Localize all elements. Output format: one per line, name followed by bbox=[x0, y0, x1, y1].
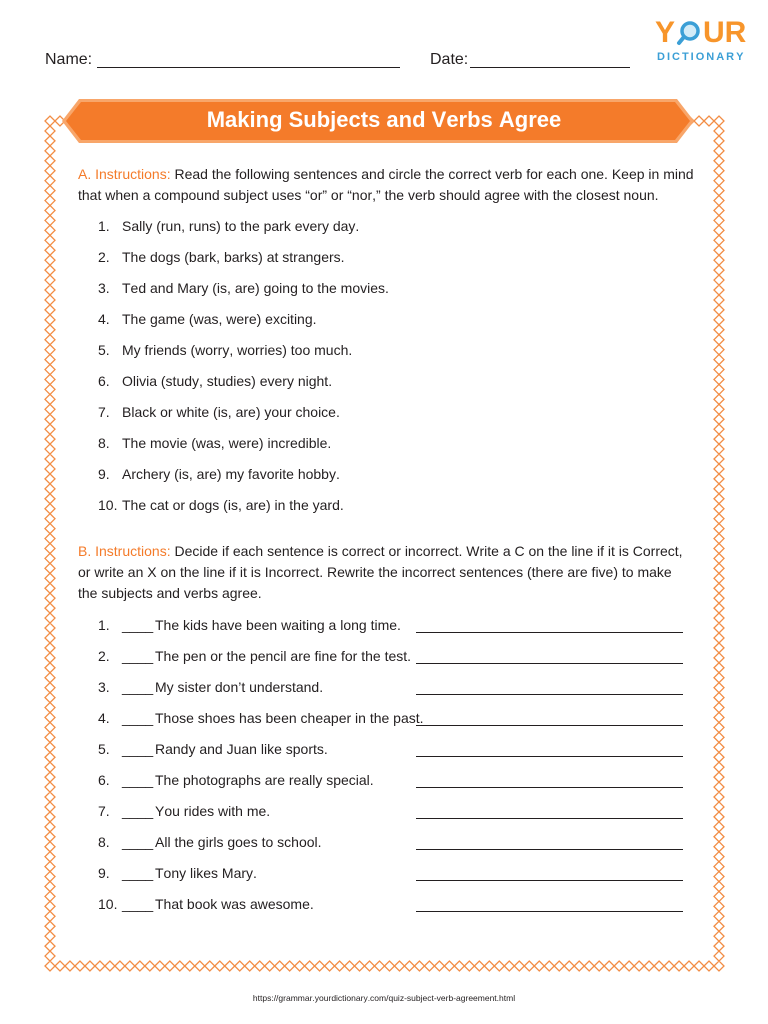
rewrite-line bbox=[416, 818, 683, 819]
item-sentence: That book was awesome. bbox=[155, 896, 314, 912]
answer-blank: ____ bbox=[122, 896, 154, 912]
list-item bbox=[98, 703, 424, 734]
item-text: Sally (run, runs) to the park every day. bbox=[122, 218, 360, 234]
list-item bbox=[98, 366, 389, 397]
date-line bbox=[470, 67, 630, 68]
logo-letters-left: Y bbox=[655, 16, 676, 49]
section-a-instructions bbox=[78, 164, 708, 206]
section-a-text: Read the following sentences and circle the correct verb for each one. Keep in mind that when a compound subject uses “or” or “nor,” the verb should agree with the closest noun. bbox=[78, 166, 694, 203]
answer-blank: ____ bbox=[122, 865, 154, 881]
item-text: My friends (worry, worries) too much. bbox=[122, 342, 353, 358]
list-item bbox=[98, 672, 424, 703]
item-text: The movie (was, were) incredible. bbox=[122, 435, 332, 451]
list-item bbox=[98, 734, 424, 765]
name-line bbox=[97, 67, 400, 68]
answer-blank: ____ bbox=[122, 772, 154, 788]
list-item bbox=[98, 242, 389, 273]
item-text: Ted and Mary (is, are) going to the movies. bbox=[122, 280, 389, 296]
list-item bbox=[98, 610, 424, 641]
item-sentence: Tony likes Mary. bbox=[155, 865, 257, 881]
list-item bbox=[98, 273, 389, 304]
list-item bbox=[98, 335, 389, 366]
item-sentence: All the girls goes to school. bbox=[155, 834, 322, 850]
item-text: Black or white (is, are) your choice. bbox=[122, 404, 340, 420]
item-number: 2. bbox=[98, 249, 110, 265]
item-number: 9. bbox=[98, 865, 110, 881]
list-item bbox=[98, 459, 389, 490]
rewrite-line bbox=[416, 663, 683, 664]
item-number: 2. bbox=[98, 648, 110, 664]
list-item bbox=[98, 858, 424, 889]
item-number: 5. bbox=[98, 741, 110, 757]
section-a-list bbox=[98, 211, 389, 521]
list-item bbox=[98, 397, 389, 428]
item-number: 4. bbox=[98, 311, 110, 327]
item-number: 8. bbox=[98, 834, 110, 850]
answer-blank: ____ bbox=[122, 679, 154, 695]
answer-blank: ____ bbox=[122, 834, 154, 850]
rewrite-line bbox=[416, 756, 683, 757]
rewrite-line bbox=[416, 694, 683, 695]
item-text: The game (was, were) exciting. bbox=[122, 311, 317, 327]
item-number: 6. bbox=[98, 373, 110, 389]
item-sentence: You rides with me. bbox=[155, 803, 271, 819]
item-text: The cat or dogs (is, are) in the yard. bbox=[122, 497, 344, 513]
item-sentence: The pen or the pencil are fine for the test. bbox=[155, 648, 412, 664]
item-sentence: My sister don’t understand. bbox=[155, 679, 324, 695]
answer-blank: ____ bbox=[122, 617, 154, 633]
item-text: Archery (is, are) my favorite hobby. bbox=[122, 466, 340, 482]
item-number: 5. bbox=[98, 342, 110, 358]
item-number: 10. bbox=[98, 497, 118, 513]
section-b-text: Decide if each sentence is correct or incorrect. Write a C on the line if it is Correct, or write an X on the line if it is Incorrect. Rewrite the incorrect sentences (there are five) to make the subjects and verbs agree. bbox=[78, 543, 683, 601]
section-b-instructions bbox=[78, 541, 689, 604]
page-title: Making Subjects and Verbs Agree bbox=[206, 107, 562, 132]
section-b-list bbox=[98, 610, 424, 920]
answer-blank: ____ bbox=[122, 803, 154, 819]
item-number: 7. bbox=[98, 404, 110, 420]
item-number: 6. bbox=[98, 772, 110, 788]
list-item bbox=[98, 304, 389, 335]
item-number: 1. bbox=[98, 218, 110, 234]
rewrite-line bbox=[416, 725, 683, 726]
logo-wordmark-bottom: DICTIONARY bbox=[657, 51, 746, 63]
answer-blank: ____ bbox=[122, 710, 154, 726]
date-label: Date: bbox=[430, 51, 469, 68]
item-number: 1. bbox=[98, 617, 110, 633]
answer-blank: ____ bbox=[122, 741, 154, 757]
list-item bbox=[98, 428, 389, 459]
rewrite-line bbox=[416, 880, 683, 881]
list-item bbox=[98, 796, 424, 827]
item-number: 7. bbox=[98, 803, 110, 819]
answer-blank: ____ bbox=[122, 648, 154, 664]
item-number: 10. bbox=[98, 896, 118, 912]
rewrite-line bbox=[416, 787, 683, 788]
item-sentence: Randy and Juan like sports. bbox=[155, 741, 328, 757]
list-item bbox=[98, 641, 424, 672]
footer-url: https://grammar.yourdictionary.com/quiz-subject-verb-agreement.html bbox=[252, 993, 516, 1003]
list-item bbox=[98, 827, 424, 858]
name-label: Name: bbox=[45, 51, 93, 68]
logo-letters-right: UR bbox=[703, 16, 747, 49]
item-number: 8. bbox=[98, 435, 110, 451]
item-sentence: The kids have been waiting a long time. bbox=[155, 617, 401, 633]
item-sentence: The photographs are really special. bbox=[155, 772, 374, 788]
item-number: 3. bbox=[98, 679, 110, 695]
magnifying-glass-icon bbox=[676, 20, 702, 46]
section-a-label: A. Instructions: bbox=[78, 166, 171, 182]
list-item bbox=[98, 490, 389, 521]
rewrite-line bbox=[416, 911, 683, 912]
list-item bbox=[98, 765, 424, 796]
item-number: 3. bbox=[98, 280, 110, 296]
section-b-label: B. Instructions: bbox=[78, 543, 171, 559]
item-number: 9. bbox=[98, 466, 110, 482]
logo bbox=[655, 17, 746, 49]
item-text: Olivia (study, studies) every night. bbox=[122, 373, 333, 389]
rewrite-line bbox=[416, 849, 683, 850]
list-item bbox=[98, 211, 389, 242]
item-sentence: Those shoes has been cheaper in the past. bbox=[155, 710, 424, 726]
list-item bbox=[98, 889, 424, 920]
rewrite-line bbox=[416, 632, 683, 633]
item-text: The dogs (bark, barks) at strangers. bbox=[122, 249, 345, 265]
item-number: 4. bbox=[98, 710, 110, 726]
